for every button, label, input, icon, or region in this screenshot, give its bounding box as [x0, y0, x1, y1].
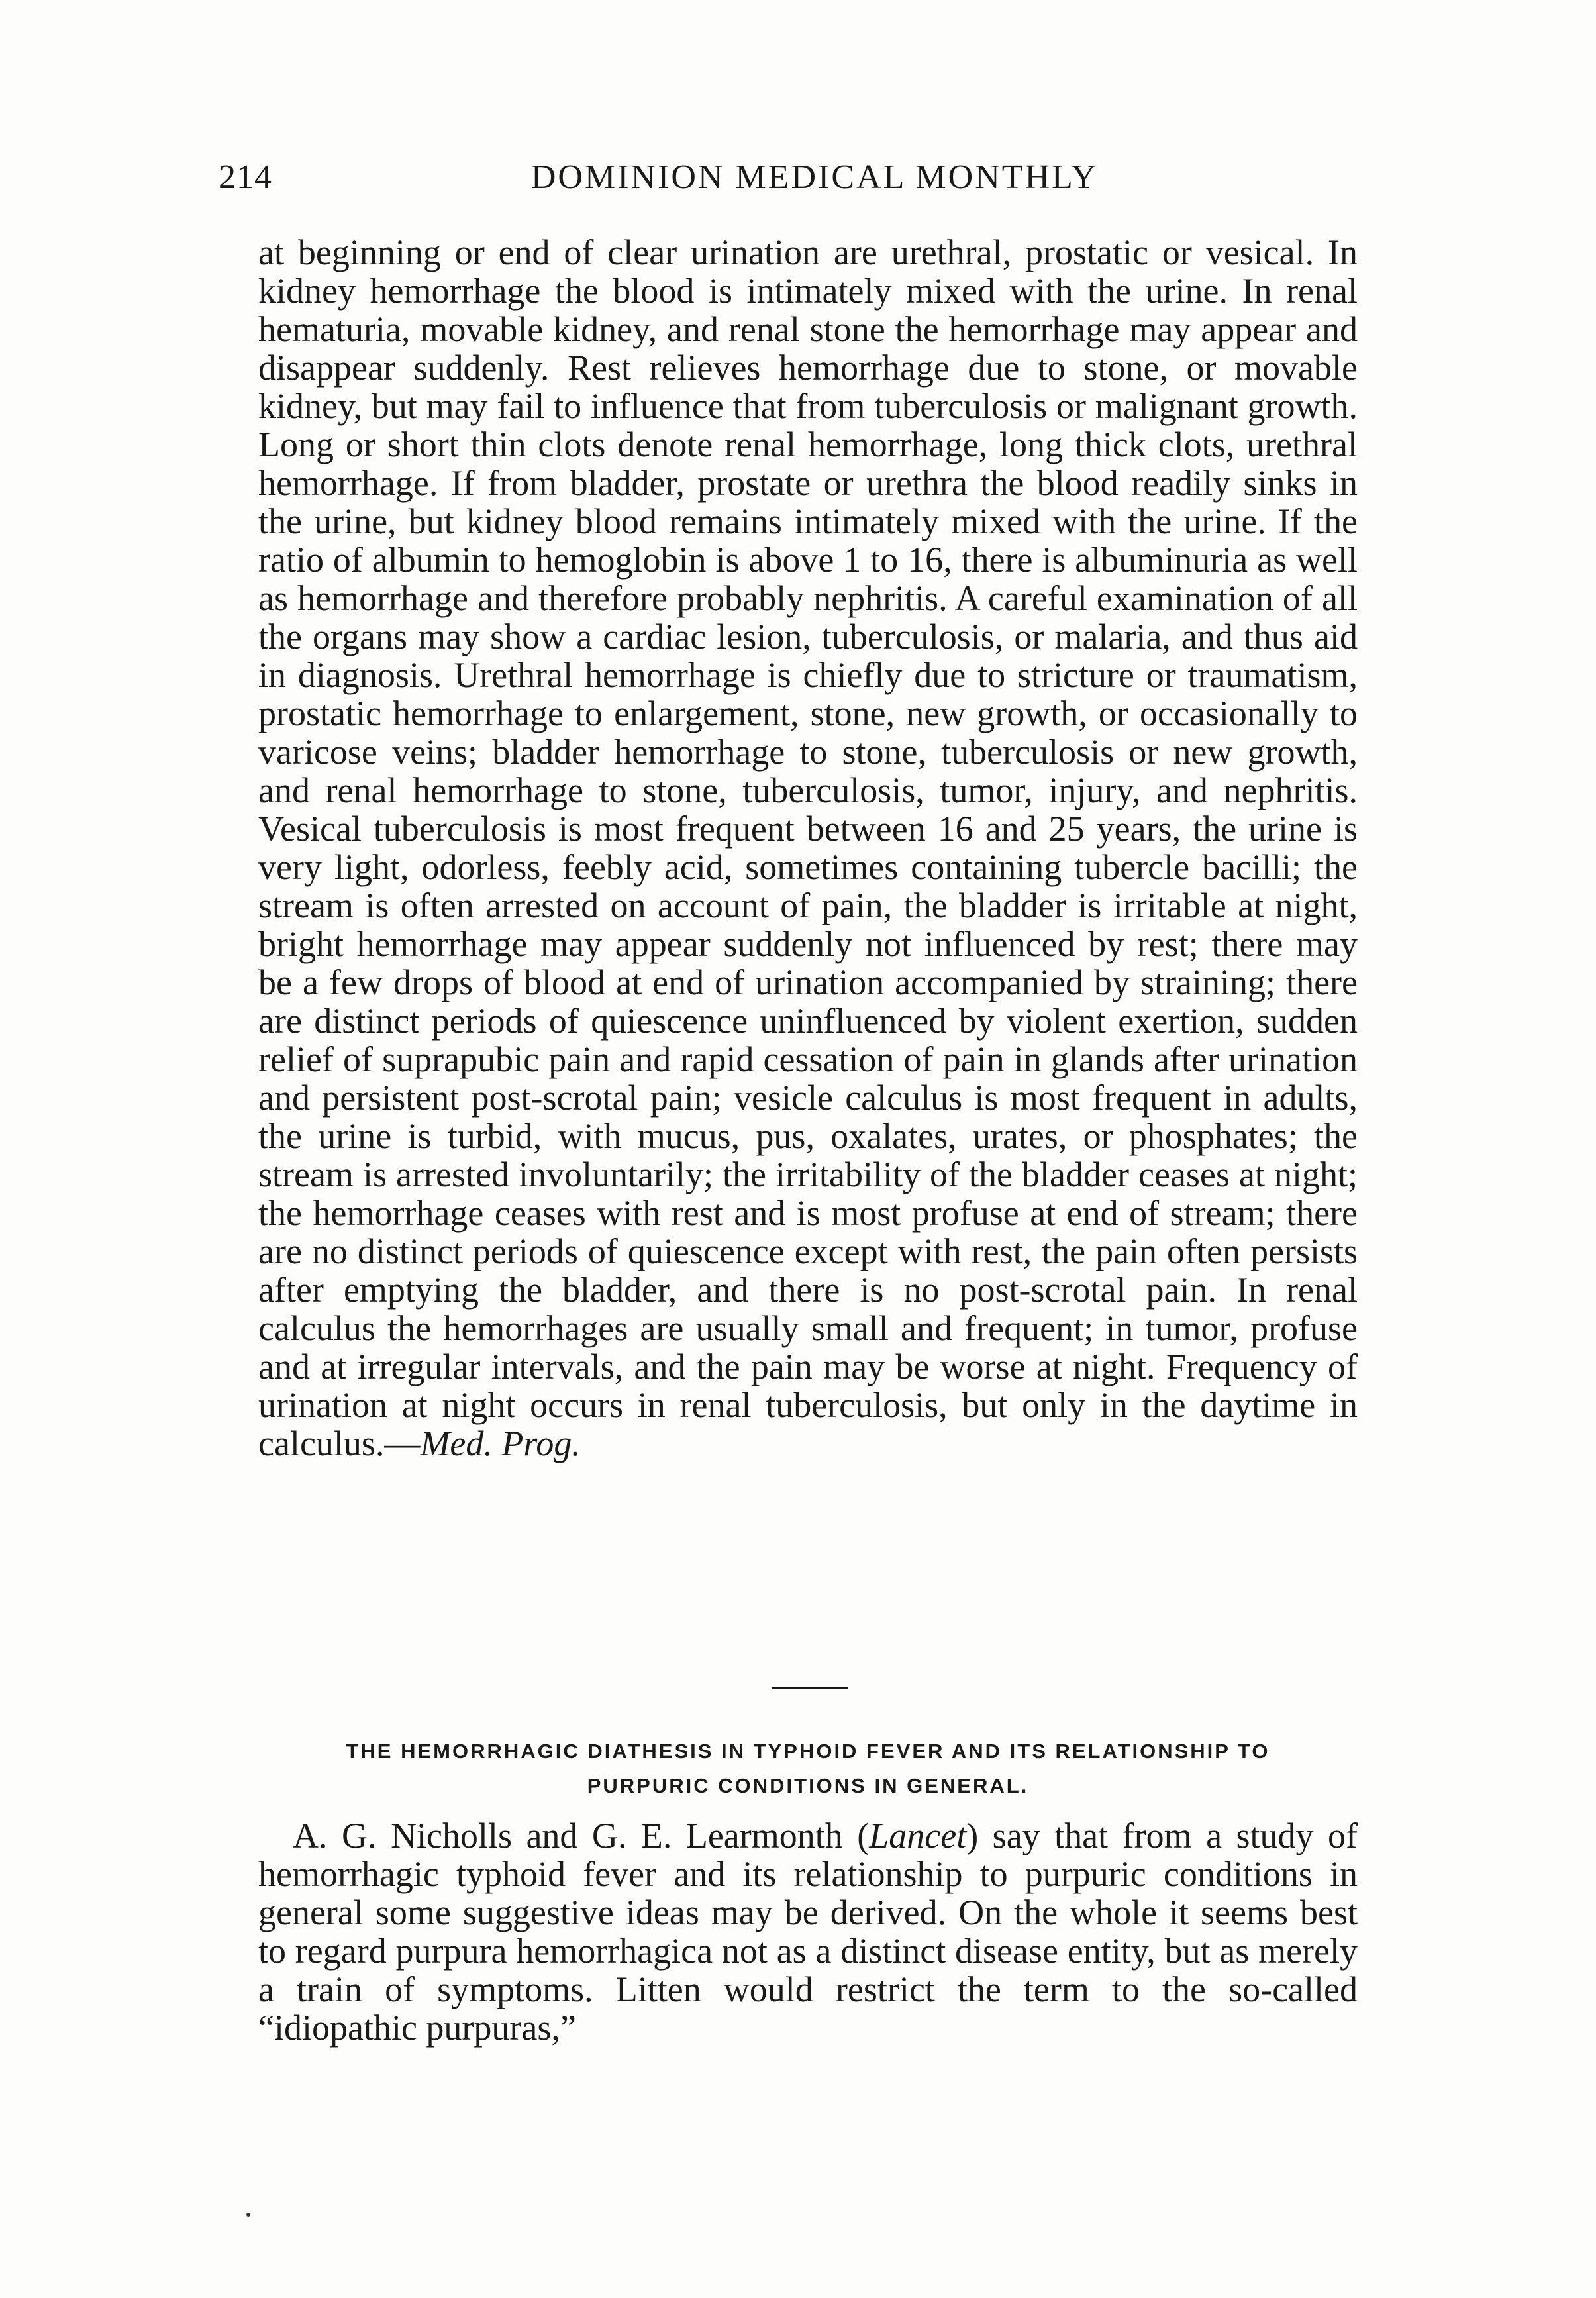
- source-citation: Med. Prog.: [420, 1424, 581, 1463]
- page-header: [219, 158, 1411, 211]
- section-text: ) say that from a study of hemorrhagic typhoid fever and its relationship to purpuric conditions in general some suggestive ideas may be derived. On the whole it seems best to regard purpura hemorrhagica not as a distinct disease entity, but as merely a train of symptoms. Litten would restrict the term to the so-called “idiopathic purpuras,”: [258, 1816, 1358, 2048]
- section-authors: A. G. Nicholls and G. E. Learmonth (: [293, 1816, 870, 1855]
- page-number: 214: [219, 158, 272, 196]
- article-paragraph: [258, 233, 1358, 1463]
- running-title: DOMINION MEDICAL MONTHLY: [530, 158, 1099, 196]
- article-continuation: [258, 233, 1358, 1463]
- section-divider: [772, 1687, 848, 1689]
- section-heading-line-1: THE HEMORRHAGIC DIATHESIS IN TYPHOID FEVER AND ITS RELATIONSHIP TO: [346, 1740, 1270, 1763]
- section-body: [258, 1816, 1358, 2047]
- journal-name: Lancet: [869, 1816, 967, 1855]
- stray-ink-mark: [246, 2213, 250, 2217]
- section-heading: [258, 1734, 1358, 1803]
- section-paragraph: [258, 1816, 1358, 2047]
- article-text: at beginning or end of clear urination are urethral, prostatic or vesical. In kidney hemorrhage the blood is intimately mixed with the urine. In renal hematuria, movable kidney, and renal stone the hemorrhage may appear and disappear suddenly. Rest relieves hemorrhage due to stone, or movable kidney, but may fail to influence that from tuberculosis or malignant growth. Long or short thin clots denote renal hemorrhage, long thick clots, urethral hemorrhage. If from bladder, prostate or urethra the blood readily sinks in the urine, but kidney blood remains intimately mixed with the urine. If the ratio of albumin to hemoglobin is above 1 to 16, there is albuminuria as well as hemorrhage and therefore probably nephritis. A careful examination of all the organs may show a cardiac lesion, tuberculosis, or malaria, and thus aid in diagnosis. Urethral hemorrhage is chiefly due to stricture or traumatism, prostatic hemorrhage to enlargement, stone, new growth, or occasionally to varicose veins; bladder hemorrhage to stone, tuberculosis or new growth, and renal hemorrhage to stone, tuberculosis, tumor, injury, and nephritis. Vesical tuberculosis is most frequent between 16 and 25 years, the urine is very light, odorless, feebly acid, sometimes containing tubercle bacilli; the stream is often arrested on account of pain, the bladder is irritable at night, bright hemorrhage may appear suddenly not influenced by rest; there may be a few drops of blood at end of urination accompanied by straining; there are distinct periods of quiescence uninfluenced by violent exertion, sudden relief of suprapubic pain and rapid cessation of pain in glands after urination and persistent post-scrotal pain; vesicle calculus is most frequent in adults, the urine is turbid, with mucus, pus, oxalates, urates, or phosphates; the stream is arrested involuntarily; the irritability of the bladder ceases at night; the hemorrhage ceases with rest and is most profuse at end of stream; there are no distinct periods of quiescence except with rest, the pain often persists after emptying the bladder, and there is no post-scrotal pain. In renal calculus the hemorrhages are usually small and frequent; in tumor, profuse and at irregular intervals, and the pain may be worse at night. Frequency of urination at night occurs in renal tuberculosis, but only in the daytime in calculus.—: [258, 233, 1358, 1463]
- section-heading-line-2: PURPURIC CONDITIONS IN GENERAL.: [587, 1774, 1029, 1797]
